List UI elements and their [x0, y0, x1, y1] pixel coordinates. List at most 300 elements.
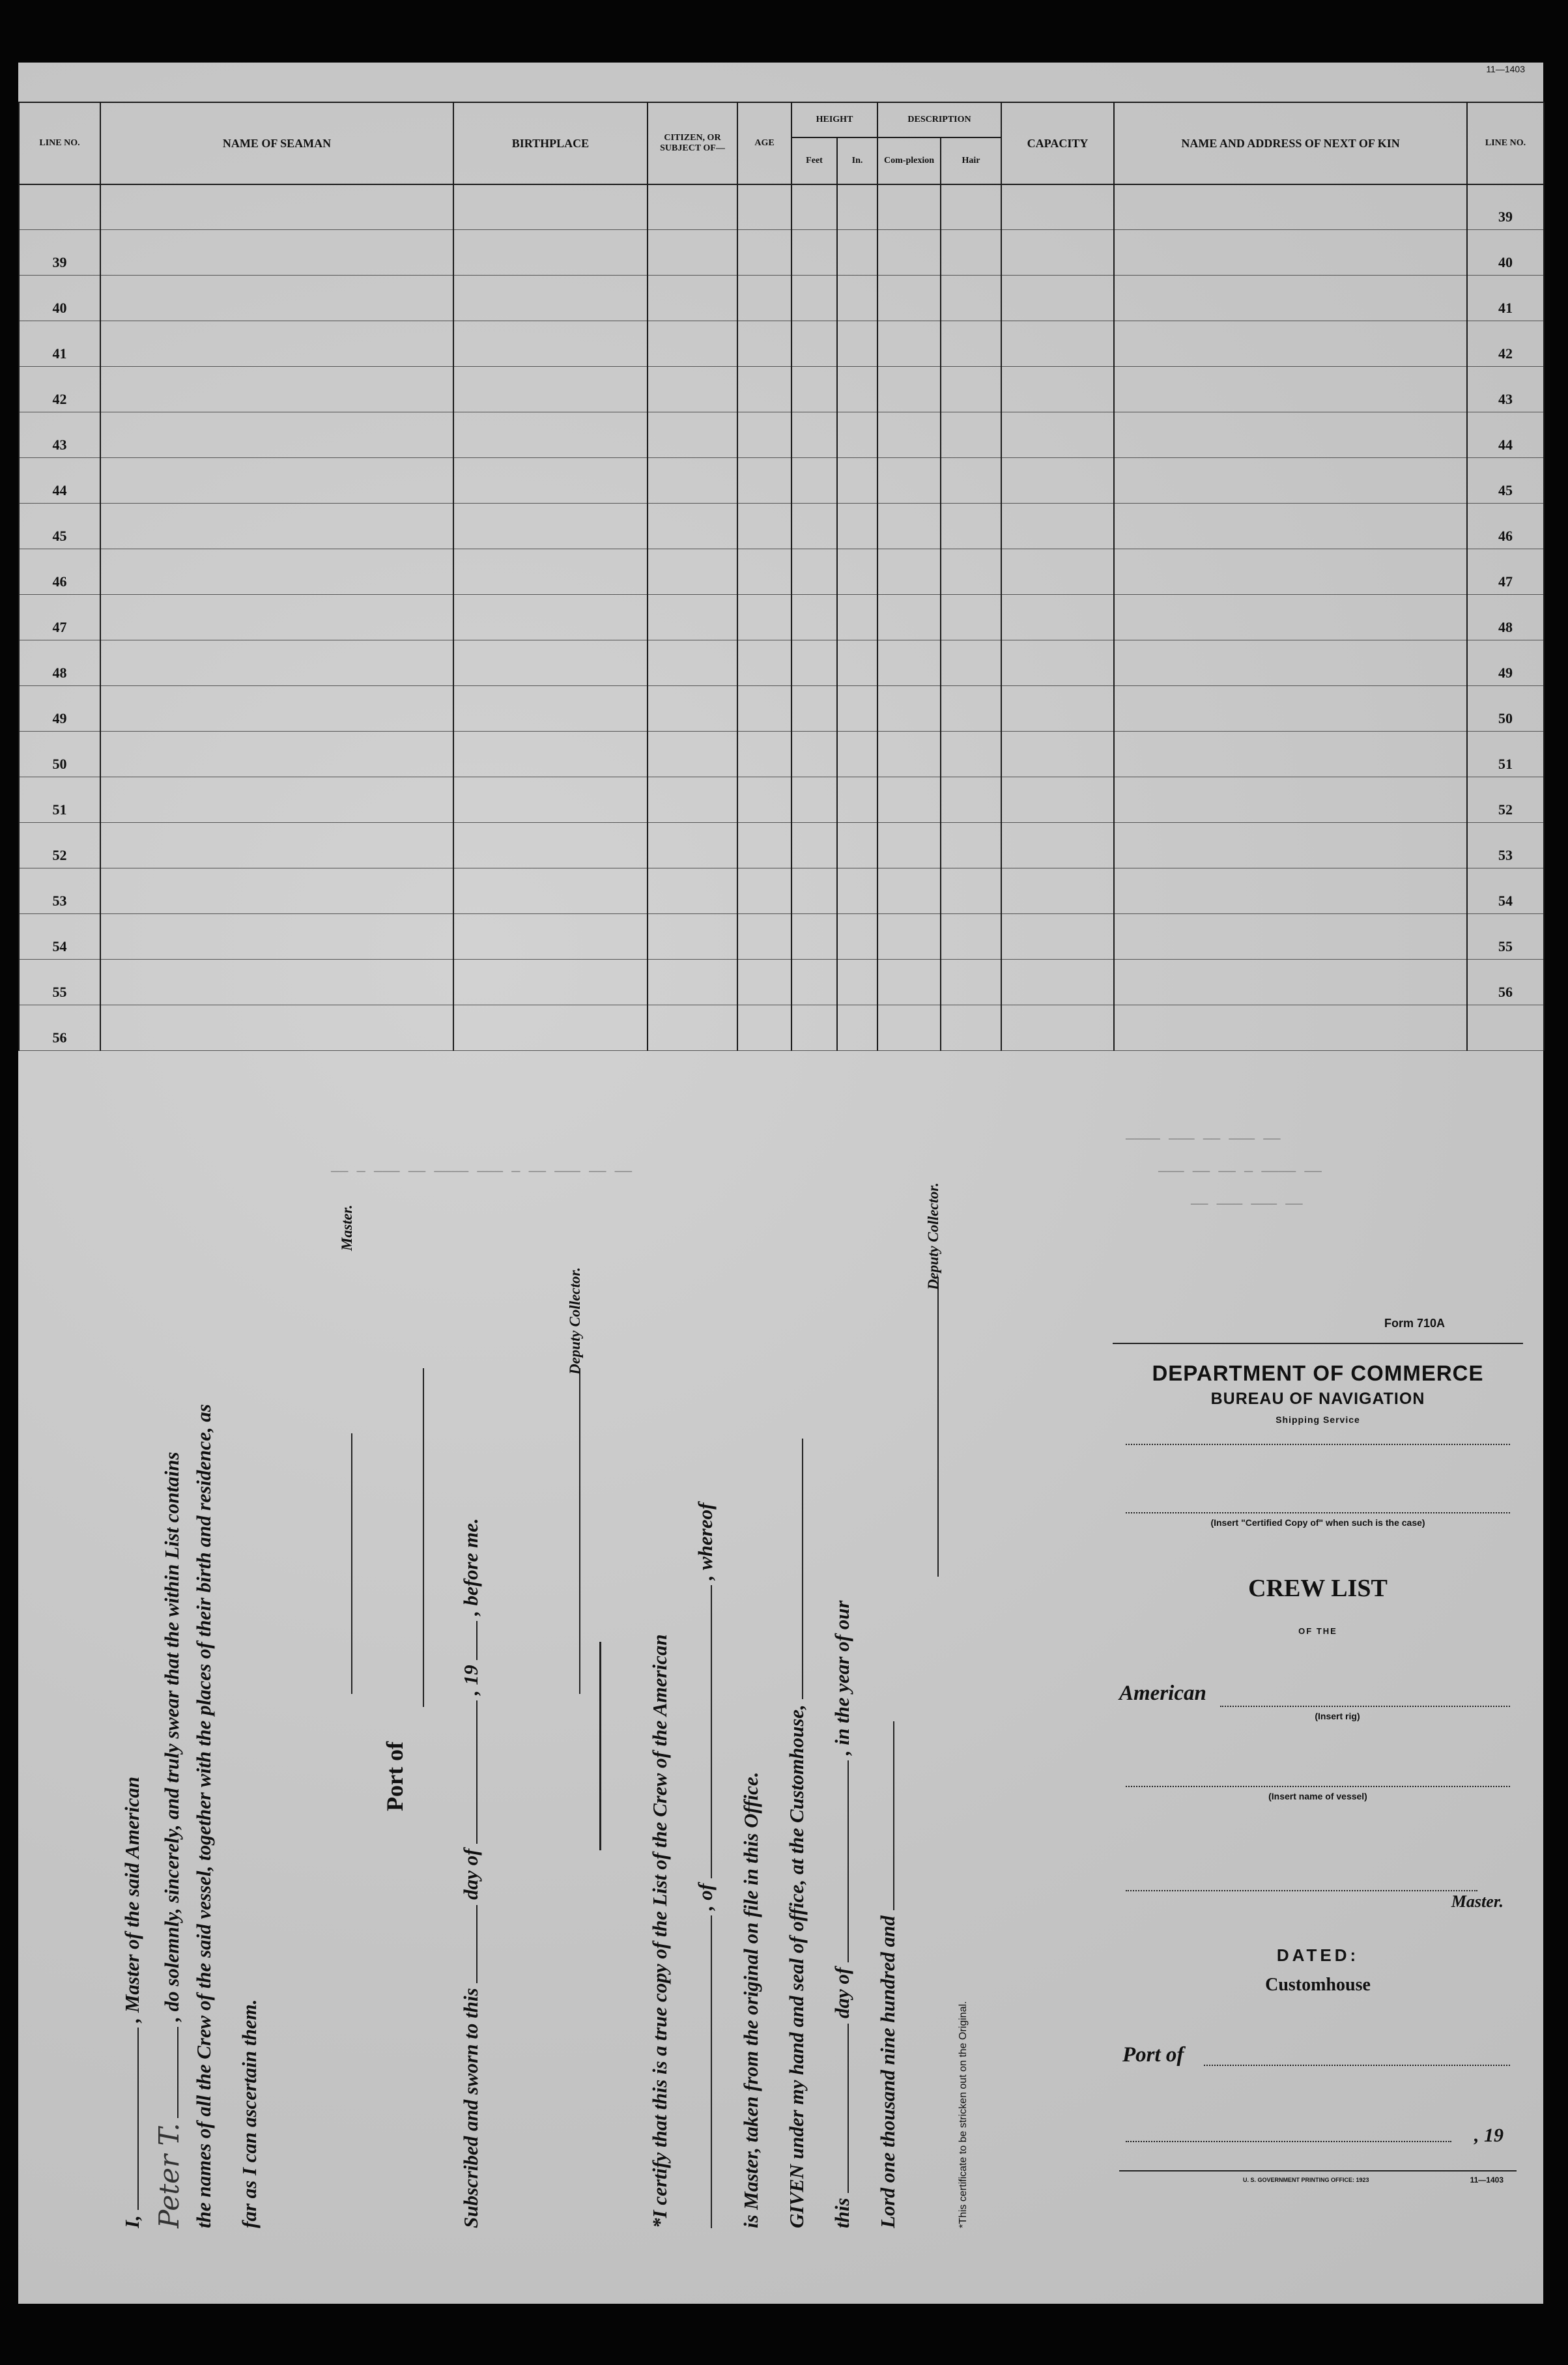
line-number-right: 41	[1467, 276, 1544, 321]
entry-cell[interactable]	[453, 686, 648, 732]
entry-cell[interactable]	[737, 823, 791, 868]
entry-cell[interactable]	[941, 276, 1001, 321]
entry-cell[interactable]	[837, 914, 877, 960]
insert-vessel-hint: (Insert name of vessel)	[1268, 1791, 1367, 1801]
entry-cell[interactable]	[453, 868, 648, 914]
table-row	[19, 276, 1544, 321]
line-number-right	[1467, 1005, 1544, 1051]
entry-cell[interactable]	[837, 1005, 877, 1051]
dated-label: DATED:	[1276, 1945, 1360, 1965]
entry-cell[interactable]	[648, 686, 737, 732]
entry-cell[interactable]	[648, 412, 737, 458]
header-height: HEIGHT	[791, 102, 877, 137]
entry-cell[interactable]	[877, 823, 941, 868]
entry-cell[interactable]	[941, 914, 1001, 960]
entry-cell[interactable]	[837, 960, 877, 1005]
table-row	[19, 914, 1544, 960]
entry-cell[interactable]	[648, 367, 737, 412]
entry-cell[interactable]	[1114, 914, 1467, 960]
cover-panel	[1113, 1317, 1523, 2203]
entry-cell[interactable]	[100, 230, 453, 276]
entry-cell[interactable]	[100, 321, 453, 367]
header-next-of-kin: NAME AND ADDRESS OF NEXT OF KIN	[1114, 102, 1467, 184]
customhouse-label: Customhouse	[1265, 1975, 1371, 1995]
header-name-of-seaman: NAME OF SEAMAN	[100, 102, 453, 184]
entry-cell[interactable]	[648, 823, 737, 868]
certify-whereof-text: , whereof	[694, 1502, 717, 1581]
table-row	[19, 823, 1544, 868]
entry-cell[interactable]	[648, 868, 737, 914]
entry-cell[interactable]	[941, 504, 1001, 549]
customhouse-blank[interactable]	[786, 1439, 803, 1699]
entry-cell[interactable]	[100, 412, 453, 458]
certify-port-blank[interactable]	[695, 1585, 712, 1878]
entry-cell[interactable]	[453, 640, 648, 686]
table-row	[19, 184, 1544, 230]
entry-cell[interactable]	[791, 412, 837, 458]
entry-cell[interactable]	[791, 823, 837, 868]
entry-cell[interactable]	[877, 595, 941, 640]
entry-cell[interactable]	[453, 367, 648, 412]
entry-cell[interactable]	[648, 184, 737, 230]
port-name-blank[interactable]	[407, 1368, 424, 1707]
entry-cell[interactable]	[941, 640, 1001, 686]
entry-cell[interactable]	[837, 777, 877, 823]
certified-copy-line	[1126, 1512, 1510, 1513]
crew-list-sheet: 11—1403 LINE NO. NAME OF SEAMAN BIRTHPLACE CITIZEN, OR SUBJECT OF— AGE HEIGHT DESCRIPTION CAPACITY NAME AND ADDRESS OF NEXT OF KIN LINE NO. Feet In. Com-plexion Hair 39 39 40 40 41 41 42 42 43 43 44 44 45 45 46 46 47 47 48 48 49 49 50 50 51 51 52 52 53 53 54 54 55 55 56 56 —— — ——— —— ———— ——— — —— ——— —— —— ———— ——— —— ——— —— ——— —— —— — ———— —— —— ——— ——— —— Form 710A DEPARTMENT OF COMMERCE BUREAU OF NAVIGATION Shipping Service (Insert "Certified Copy of" when such is the case) CREW LIST OF THE American (Insert rig) (Insert name of vessel) Master. DATED: Customhouse Port of , 19 U. S. GOVERNMENT PRINTING OFFICE: 1923 11—1403	[18, 63, 1543, 2304]
crew-ledger-table	[18, 102, 1545, 1051]
table-row	[19, 595, 1544, 640]
line-number: 51	[19, 777, 100, 823]
entry-cell[interactable]	[837, 276, 877, 321]
entry-cell[interactable]	[791, 595, 837, 640]
table-row	[19, 412, 1544, 458]
entry-cell[interactable]	[1114, 321, 1467, 367]
certify-line-2	[694, 1503, 717, 2228]
entry-cell[interactable]	[941, 184, 1001, 230]
line-number: 45	[19, 504, 100, 549]
entry-cell[interactable]	[737, 321, 791, 367]
entry-cell[interactable]	[1114, 367, 1467, 412]
entry-cell[interactable]	[791, 640, 837, 686]
entry-cell[interactable]	[737, 230, 791, 276]
department-title: DEPARTMENT OF COMMERCE	[1152, 1361, 1484, 1385]
deputy-signature-line[interactable]	[563, 1368, 580, 1694]
entry-cell[interactable]	[1001, 914, 1114, 960]
entry-cell[interactable]	[837, 823, 877, 868]
entry-cell[interactable]	[941, 367, 1001, 412]
entry-cell[interactable]	[1001, 823, 1114, 868]
line-number-right: 50	[1467, 686, 1544, 732]
entry-cell[interactable]	[648, 595, 737, 640]
entry-cell[interactable]	[791, 960, 837, 1005]
master-name-blank[interactable]	[122, 2028, 139, 2210]
entry-cell[interactable]	[1114, 1005, 1467, 1051]
entry-cell[interactable]	[791, 1005, 837, 1051]
entry-cell[interactable]	[941, 458, 1001, 504]
entry-cell[interactable]	[737, 640, 791, 686]
table-row	[19, 686, 1544, 732]
entry-cell[interactable]	[837, 184, 877, 230]
entry-cell[interactable]	[1114, 412, 1467, 458]
port-of-label: Port of	[1122, 2043, 1184, 2067]
given-month-blank[interactable]	[832, 1760, 849, 1962]
entry-cell[interactable]	[1114, 686, 1467, 732]
entry-cell[interactable]	[100, 595, 453, 640]
entry-cell[interactable]	[1114, 184, 1467, 230]
line-number: 39	[19, 230, 100, 276]
entry-cell[interactable]	[837, 686, 877, 732]
entry-cell[interactable]	[737, 184, 791, 230]
header-line-no: LINE NO.	[19, 102, 100, 184]
entry-cell[interactable]	[791, 686, 837, 732]
entry-cell[interactable]	[877, 549, 941, 595]
entry-cell[interactable]	[453, 960, 648, 1005]
entry-cell[interactable]	[648, 1005, 737, 1051]
certificate-block	[121, 1108, 1072, 2228]
entry-cell[interactable]	[941, 595, 1001, 640]
entry-cell[interactable]	[737, 1005, 791, 1051]
crew-list-title: CREW LIST	[1248, 1575, 1388, 1602]
entry-cell[interactable]	[1114, 595, 1467, 640]
table-row	[19, 367, 1544, 412]
entry-cell[interactable]	[1114, 960, 1467, 1005]
line-number: 47	[19, 595, 100, 640]
year-19-label: , 19	[1474, 2125, 1504, 2146]
entry-cell[interactable]	[1001, 1005, 1114, 1051]
entry-cell[interactable]	[100, 184, 453, 230]
entry-cell[interactable]	[453, 230, 648, 276]
entry-cell[interactable]	[791, 321, 837, 367]
master-signature-line[interactable]	[335, 1433, 352, 1694]
entry-cell[interactable]	[877, 184, 941, 230]
entry-cell[interactable]	[941, 823, 1001, 868]
entry-cell[interactable]	[941, 868, 1001, 914]
entry-cell[interactable]	[877, 686, 941, 732]
subscribed-year-blank[interactable]	[461, 1621, 478, 1660]
entry-cell[interactable]	[1114, 549, 1467, 595]
entry-cell[interactable]	[453, 321, 648, 367]
entry-cell[interactable]	[100, 504, 453, 549]
header-age: AGE	[737, 102, 791, 184]
oath-line-2	[153, 1452, 185, 2228]
line-number: 54	[19, 914, 100, 960]
year-blank[interactable]	[877, 1721, 894, 1910]
entry-cell[interactable]	[1001, 549, 1114, 595]
entry-cell[interactable]	[648, 732, 737, 777]
bureau-title: BUREAU OF NAVIGATION	[1210, 1390, 1425, 1408]
before-me-text: , before me.	[459, 1518, 482, 1616]
entry-cell[interactable]	[877, 868, 941, 914]
entry-cell[interactable]	[1001, 367, 1114, 412]
entry-cell[interactable]	[1114, 823, 1467, 868]
line-number: 56	[19, 1005, 100, 1051]
entry-cell[interactable]	[100, 640, 453, 686]
vessel-name-blank[interactable]	[162, 2027, 178, 2118]
line-number: 48	[19, 640, 100, 686]
subscribed-text: Subscribed and sworn to this	[459, 1988, 482, 2228]
oath-line-2-text: , do solemnly, sincerely, and truly swear that the within List contains	[160, 1452, 183, 2022]
entry-cell[interactable]	[1001, 276, 1114, 321]
in-the-year-text: , in the year of our	[831, 1600, 853, 1756]
this-text: this	[831, 2198, 853, 2228]
entry-cell[interactable]	[737, 960, 791, 1005]
entry-cell[interactable]	[1114, 777, 1467, 823]
entry-cell[interactable]	[1114, 458, 1467, 504]
line-number-right: 51	[1467, 732, 1544, 777]
entry-cell[interactable]	[648, 321, 737, 367]
entry-cell[interactable]	[1001, 458, 1114, 504]
entry-cell[interactable]	[877, 914, 941, 960]
entry-cell[interactable]	[877, 640, 941, 686]
subscribed-line	[459, 1518, 483, 2228]
entry-cell[interactable]	[1001, 960, 1114, 1005]
entry-cell[interactable]	[648, 504, 737, 549]
entry-cell[interactable]	[877, 367, 941, 412]
deputy-signature-line-2[interactable]	[922, 1277, 939, 1577]
oath-line-1-text: , Master of the said American	[121, 1776, 143, 2023]
entry-cell[interactable]	[453, 823, 648, 868]
entry-cell[interactable]	[877, 458, 941, 504]
form-id: Form 710A	[1384, 1317, 1445, 1330]
table-row	[19, 960, 1544, 1005]
header-feet: Feet	[791, 137, 837, 184]
entry-cell[interactable]	[100, 732, 453, 777]
day-of-text: day of	[459, 1848, 482, 1900]
entry-cell[interactable]	[941, 321, 1001, 367]
entry-cell[interactable]	[941, 412, 1001, 458]
entry-cell[interactable]	[737, 504, 791, 549]
entry-cell[interactable]	[100, 458, 453, 504]
entry-cell[interactable]	[737, 868, 791, 914]
entry-cell[interactable]	[941, 732, 1001, 777]
certify-vessel-blank[interactable]	[695, 1915, 712, 2228]
entry-cell[interactable]	[1114, 640, 1467, 686]
entry-cell[interactable]	[791, 367, 837, 412]
vessel-name-line[interactable]	[1126, 1786, 1510, 1787]
oath-line-4: far as I can ascertain them.	[238, 1999, 261, 2228]
rig-line[interactable]	[1220, 1706, 1510, 1707]
entry-cell[interactable]	[941, 777, 1001, 823]
entry-cell[interactable]	[648, 640, 737, 686]
entry-cell[interactable]	[453, 1005, 648, 1051]
entry-cell[interactable]	[791, 504, 837, 549]
entry-cell[interactable]	[791, 777, 837, 823]
table-row	[19, 777, 1544, 823]
entry-cell[interactable]	[837, 504, 877, 549]
entry-cell[interactable]	[837, 732, 877, 777]
line-number-right: 40	[1467, 230, 1544, 276]
entry-cell[interactable]	[837, 230, 877, 276]
entry-cell[interactable]	[453, 504, 648, 549]
gpo-imprint: U. S. GOVERNMENT PRINTING OFFICE: 1923	[1243, 2177, 1369, 2183]
entry-cell[interactable]	[100, 686, 453, 732]
line-number-right: 39	[1467, 184, 1544, 230]
certify-of-text: , of	[694, 1883, 717, 1911]
entry-cell[interactable]	[791, 549, 837, 595]
entry-cell[interactable]	[100, 367, 453, 412]
divider-dotted	[1126, 1444, 1510, 1445]
line-number: 46	[19, 549, 100, 595]
entry-cell[interactable]	[100, 549, 453, 595]
lord-text: Lord one thousand nine hundred and	[876, 1915, 899, 2228]
entry-cell[interactable]	[1114, 732, 1467, 777]
subscribed-day-blank[interactable]	[461, 1905, 478, 1983]
entry-cell[interactable]	[737, 412, 791, 458]
date-line[interactable]	[1126, 2141, 1451, 2142]
entry-cell[interactable]	[1001, 412, 1114, 458]
entry-cell[interactable]	[1001, 504, 1114, 549]
table-row	[19, 640, 1544, 686]
entry-cell[interactable]	[100, 1005, 453, 1051]
line-number: 55	[19, 960, 100, 1005]
certificate-footnote: *This certificate to be stricken out on the Original.	[958, 2001, 969, 2228]
header-line-no-right: LINE NO.	[1467, 102, 1544, 184]
entry-cell[interactable]	[877, 777, 941, 823]
line-number-right: 46	[1467, 504, 1544, 549]
line-number: 53	[19, 868, 100, 914]
entry-cell[interactable]	[100, 276, 453, 321]
insert-certified-hint: (Insert "Certified Copy of" when such is the case)	[1210, 1517, 1425, 1528]
port-line[interactable]	[1204, 2065, 1510, 2066]
entry-cell[interactable]	[837, 868, 877, 914]
entry-cell[interactable]	[941, 686, 1001, 732]
entry-cell[interactable]	[941, 549, 1001, 595]
entry-cell[interactable]	[737, 777, 791, 823]
port-of-label: Port of	[382, 1742, 408, 1811]
entry-cell[interactable]	[791, 276, 837, 321]
entry-cell[interactable]	[453, 732, 648, 777]
entry-cell[interactable]	[737, 549, 791, 595]
american-label: American	[1119, 1682, 1206, 1705]
line-number: 43	[19, 412, 100, 458]
entry-cell[interactable]	[648, 549, 737, 595]
entry-cell[interactable]	[837, 367, 877, 412]
entry-cell[interactable]	[1001, 595, 1114, 640]
entry-cell[interactable]	[1114, 868, 1467, 914]
entry-cell[interactable]	[877, 732, 941, 777]
entry-cell[interactable]	[791, 230, 837, 276]
entry-cell[interactable]	[737, 732, 791, 777]
entry-cell[interactable]	[877, 230, 941, 276]
entry-cell[interactable]	[1114, 276, 1467, 321]
line-number-right: 52	[1467, 777, 1544, 823]
table-row	[19, 230, 1544, 276]
entry-cell[interactable]	[453, 549, 648, 595]
entry-cell[interactable]	[453, 184, 648, 230]
entry-cell[interactable]	[453, 914, 648, 960]
entry-cell[interactable]	[100, 868, 453, 914]
entry-cell[interactable]	[453, 777, 648, 823]
entry-cell[interactable]	[648, 276, 737, 321]
header-birthplace: BIRTHPLACE	[453, 102, 648, 184]
entry-cell[interactable]	[837, 412, 877, 458]
entry-cell[interactable]	[648, 230, 737, 276]
master-label: Master.	[1451, 1892, 1504, 1911]
entry-cell[interactable]	[791, 184, 837, 230]
entry-cell[interactable]	[877, 1005, 941, 1051]
table-row	[19, 321, 1544, 367]
entry-cell[interactable]	[791, 732, 837, 777]
header-citizen: CITIZEN, OR SUBJECT OF—	[648, 102, 737, 184]
entry-cell[interactable]	[941, 230, 1001, 276]
certify-line-3: is Master, taken from the original on file in this Office.	[739, 1771, 762, 2228]
line-number: 40	[19, 276, 100, 321]
entry-cell[interactable]	[1114, 230, 1467, 276]
line-number-right: 55	[1467, 914, 1544, 960]
entry-cell[interactable]	[100, 777, 453, 823]
entry-cell[interactable]	[1001, 321, 1114, 367]
ledger-body	[19, 184, 1544, 1051]
certify-line-1: *I certify that this is a true copy of the List of the Crew of the American	[648, 1634, 671, 2228]
entry-cell[interactable]	[648, 960, 737, 1005]
entry-cell[interactable]	[1001, 686, 1114, 732]
entry-cell[interactable]	[648, 777, 737, 823]
subscribed-month-blank[interactable]	[461, 1700, 478, 1844]
entry-cell[interactable]	[737, 686, 791, 732]
entry-cell[interactable]	[737, 367, 791, 412]
table-row	[19, 732, 1544, 777]
entry-cell[interactable]	[837, 640, 877, 686]
given-day-blank[interactable]	[832, 2024, 849, 2193]
entry-cell[interactable]	[877, 321, 941, 367]
entry-cell[interactable]	[877, 960, 941, 1005]
entry-cell[interactable]	[877, 504, 941, 549]
entry-cell[interactable]	[453, 595, 648, 640]
entry-cell[interactable]	[877, 276, 941, 321]
form-number: 11—1403	[1486, 64, 1525, 74]
oath-i: I,	[121, 2215, 143, 2228]
entry-cell[interactable]	[837, 321, 877, 367]
entry-cell[interactable]	[837, 595, 877, 640]
entry-cell[interactable]	[453, 276, 648, 321]
entry-cell[interactable]	[1001, 732, 1114, 777]
entry-cell[interactable]	[648, 458, 737, 504]
entry-cell[interactable]	[1114, 504, 1467, 549]
entry-cell[interactable]	[737, 276, 791, 321]
entry-cell[interactable]	[791, 868, 837, 914]
entry-cell[interactable]	[453, 412, 648, 458]
entry-cell[interactable]	[1001, 868, 1114, 914]
entry-cell[interactable]	[100, 960, 453, 1005]
entry-cell[interactable]	[877, 412, 941, 458]
entry-cell[interactable]	[1001, 640, 1114, 686]
entry-cell[interactable]	[1001, 184, 1114, 230]
entry-cell[interactable]	[837, 458, 877, 504]
entry-cell[interactable]	[941, 960, 1001, 1005]
entry-cell[interactable]	[100, 914, 453, 960]
entry-cell[interactable]	[100, 823, 453, 868]
entry-cell[interactable]	[737, 914, 791, 960]
entry-cell[interactable]	[941, 1005, 1001, 1051]
master-line[interactable]	[1126, 1890, 1477, 1891]
entry-cell[interactable]	[791, 914, 837, 960]
entry-cell[interactable]	[791, 458, 837, 504]
entry-cell[interactable]	[453, 458, 648, 504]
deputy-collector-label-2: Deputy Collector.	[925, 1182, 941, 1290]
entry-cell[interactable]	[648, 914, 737, 960]
entry-cell[interactable]	[737, 595, 791, 640]
entry-cell[interactable]	[737, 458, 791, 504]
entry-cell[interactable]	[837, 549, 877, 595]
oath-line-3: the names of all the Crew of the said vessel, together with the places of their birth and residence, as	[192, 1404, 215, 2228]
cover-bottom-rule	[1119, 2170, 1517, 2172]
entry-cell[interactable]	[1001, 230, 1114, 276]
service-title: Shipping Service	[1276, 1414, 1360, 1425]
entry-cell[interactable]	[1001, 777, 1114, 823]
certificate-divider	[599, 1642, 601, 1850]
insert-rig-hint: (Insert rig)	[1315, 1711, 1360, 1721]
